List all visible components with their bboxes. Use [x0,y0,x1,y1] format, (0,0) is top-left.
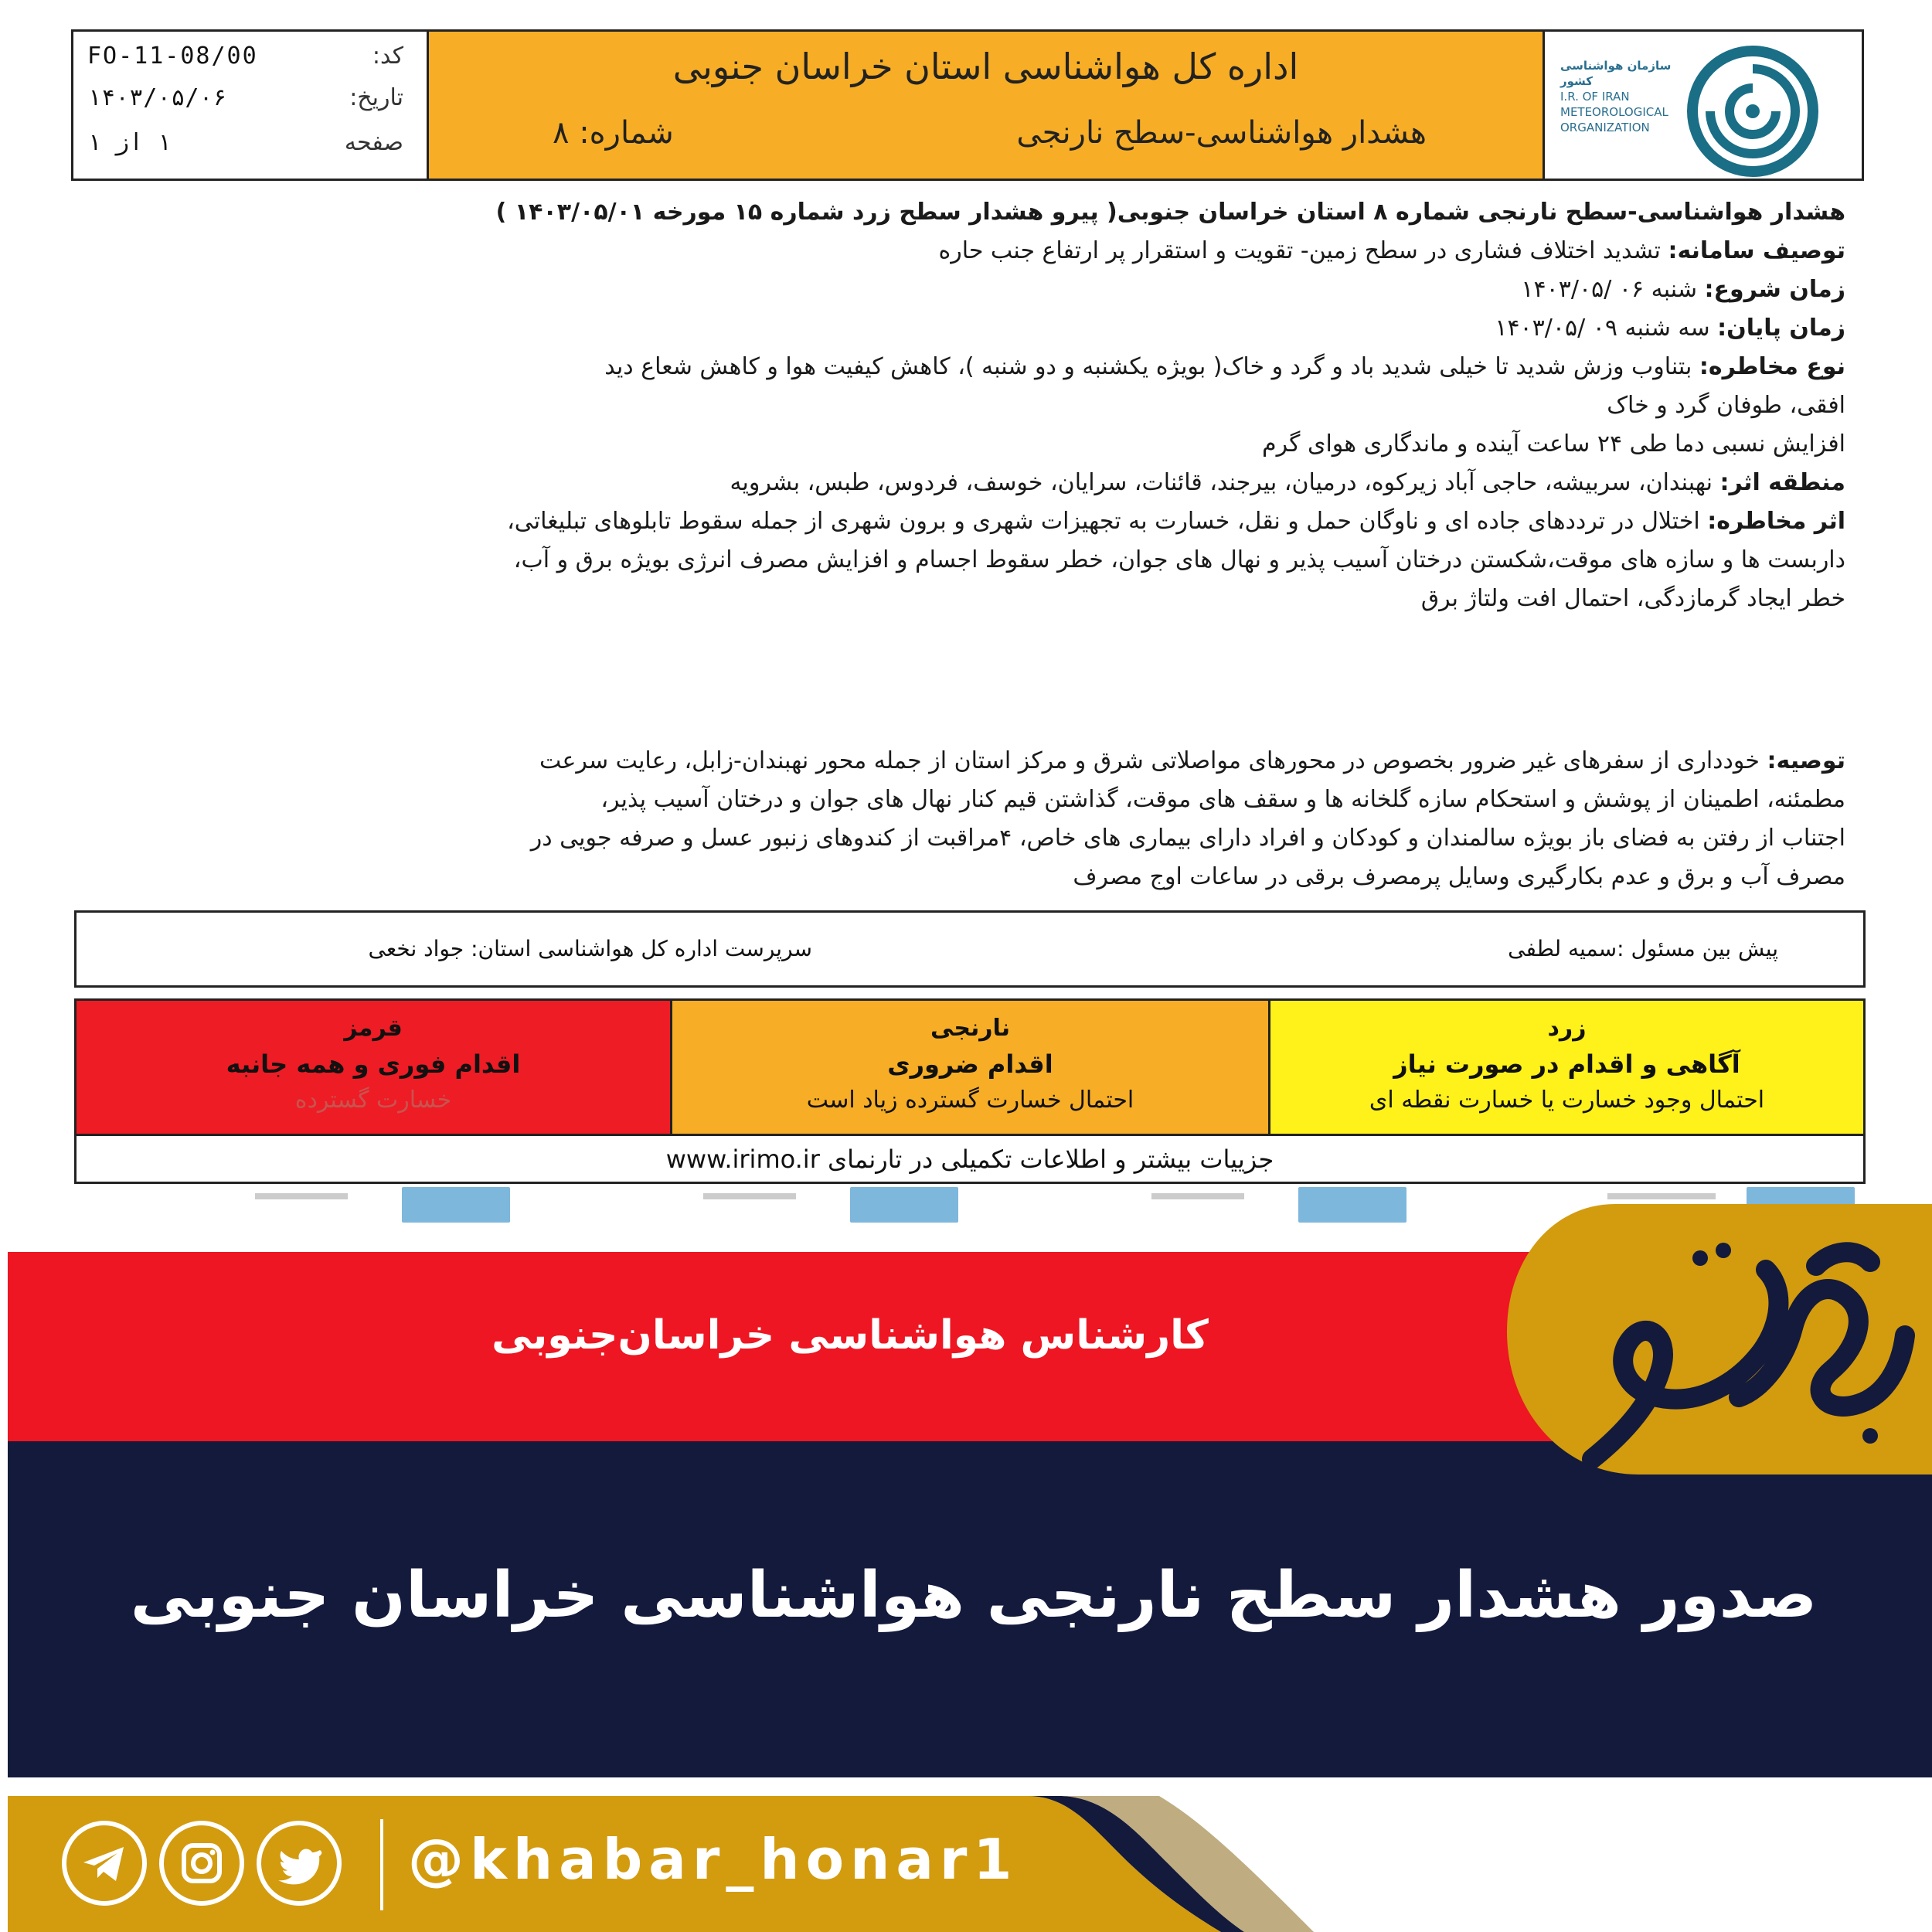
date-label: تاریخ: [349,84,403,111]
banner-subtitle: کارشناس هواشناسی خراسان‌جنوبی [492,1312,1209,1359]
end-line [76,309,1845,348]
level-yellow-name: زرد [1547,1015,1587,1042]
stamp-text [703,1193,796,1199]
irimo-logo [1545,32,1862,179]
effect-text-2: داربست ها و سازه های موقت،شکستن درختان آسیب پذیر و نهال های جوان، خطر سقوط اجسام و افزایش مصرف انرژی بویژه برق و آب، [513,546,1845,573]
level-yellow-desc: احتمال وجود خسارت یا خسارت نقطه ای [1369,1087,1765,1114]
date-value: ۱۴۰۳/۰۵/۰۶ [87,84,227,111]
khabar-honar-logo [1507,1204,1932,1475]
social-handle[interactable]: @khabar_honar1 [408,1827,1019,1892]
page-value: ۱ از ۱ [87,129,172,156]
news-headline: صدور هشدار سطح نارنجی هواشناسی خراسان جنوبی [130,1559,1818,1632]
level-orange-desc: احتمال خسارت گسترده زیاد است [806,1087,1134,1114]
warning-number: شماره: ۸ [553,115,674,151]
system-line [76,232,1845,270]
system-value: تشدید اختلاف فشاری در سطح زمین- تقویت و استقرار پر ارتفاع جنب حاره [938,237,1661,264]
end-value: سه شنبه ۰۹ /۱۴۰۳/۰۵ [1495,315,1710,342]
stamp-logo [850,1187,958,1223]
start-value: شنبه ۰۶ /۱۴۰۳/۰۵ [1521,276,1697,303]
end-label: زمان پایان: [1717,315,1845,342]
director-name: سرپرست اداره کل هواشناسی استان: جواد نخعی [368,936,812,961]
area-label: منطقه اثر: [1719,469,1845,496]
rec-text-3: اجتناب از رفتن به فضای باز بویژه سالمندان و کودکان و افراد دارای بیماری های خاص، ۴مراقبت از کندوهای زنبور عسل و صرفه جویی در [530,825,1845,852]
rec-line-1 [76,742,1845,781]
level-orange [670,1001,1268,1134]
rec-text-2: مطمئنه، اطمینان از پوشش و استحکام سازه گلخانه ها و سقف های موقت، گذاشتن قیم کنار نهال های جوان و درختان آسیب پذیر، [600,786,1845,813]
document-header [71,29,1864,181]
warning-intro: هشدار هواشناسی-سطح نارنجی شماره ۸ استان خراسان جنوبی( پیرو هشدار سطح زرد شماره ۱۵ مورخه ۱۴۰۳/۰۵/۰۱ ) [495,199,1845,226]
effect-line [76,502,1845,541]
code-value: FO-11-08/00 [87,43,258,70]
social-footer [0,1777,1932,1932]
level-yellow-action: آگاهی و اقدام در صورت نیاز [1393,1049,1740,1079]
document-meta [73,32,429,179]
stamp-logo [402,1187,510,1223]
telegram-button[interactable] [62,1821,147,1906]
stamp-logo [1298,1187,1406,1223]
level-red-action: اقدام فوری و همه جانبه [226,1049,521,1079]
headline-panel [8,1441,1932,1777]
code-row [87,43,403,70]
forecaster-name: پیش بین مسئول :سمیه لطفی [1508,936,1778,961]
twitter-button[interactable] [257,1821,342,1906]
page-row [87,129,403,156]
hazard-line [76,348,1845,386]
stamp-text [1151,1193,1244,1199]
area-line [76,464,1845,502]
stamp-text [255,1193,348,1199]
org-name: سازمان هواشناسی کشور I.R. OF IRAN METEOROLOGICAL ORGANIZATION [1560,59,1672,134]
effect-text-1: اختلال در ترددهای جاده ای و ناوگان حمل و نقل، خسارت به تجهیزات شهری و برون شهری از جمله سقوط تابلوهای تبلیغاتی، [507,508,1700,535]
irimo-spiral-icon [1687,46,1818,177]
warning-body [76,193,1845,618]
date-row [87,84,403,111]
start-label: زمان شروع: [1704,276,1845,303]
system-label: توصیف سامانه: [1668,237,1845,264]
level-red [77,1001,670,1134]
recommendation [76,742,1845,896]
telegram-icon [66,1825,142,1901]
hazard-text-3: افزایش نسبی دما طی ۲۴ ساعت آینده و ماندگاری هوای گرم [1262,430,1845,457]
hazard-text-1: بتناوب وزش شدید تا خیلی شدید باد و گرد و خاک( بویژه یکشنبه و دو شنبه )، کاهش کیفیت هوا و کاهش شعاع دید [604,353,1692,380]
effect-label: اثر مخاطره: [1707,508,1845,535]
stamp-text [1607,1193,1716,1199]
footer-divider [380,1819,383,1910]
levels-footer-link[interactable]: جزییات بیشتر و اطلاعات تکمیلی در تارنمای www.irimo.ir [77,1134,1863,1182]
instagram-button[interactable] [159,1821,244,1906]
document-title: اداره کل هواشناسی استان خراسان جنوبی [672,46,1299,87]
document-subtitle: هشدار هواشناسی-سطح نارنجی [1016,115,1427,151]
start-line [76,270,1845,309]
twitter-icon [261,1825,337,1901]
page-label: صفحه [344,129,403,156]
rec-label: توصیه: [1767,747,1845,774]
effect-text-3: خطر ایجاد گرمازدگی، احتمال افت ولتاژ برق [1420,585,1845,612]
title-box [429,32,1545,179]
level-orange-name: نارنجی [930,1015,1011,1042]
signature-box [74,910,1866,988]
rec-text-1: خودداری از سفرهای غیر ضرور بخصوص در محورهای مواصلاتی شرق و مرکز استان از جمله محور نهبندان-زابل، رعایت سرعت [539,747,1760,774]
rec-text-4: مصرف آب و برق و عدم بکارگیری وسایل پرمصرف برقی در ساعات اوج مصرف [1073,863,1845,890]
code-label: کد: [372,43,403,70]
hazard-label: نوع مخاطره: [1699,353,1845,380]
area-value: نهبندان، سربیشه، حاجی آباد زیرکوه، درمیان، بیرجند، قائنات، سرایان، خوسف، فردوس، طبس، بشرویه [730,469,1713,496]
level-orange-action: اقدام ضروری [887,1049,1053,1079]
level-red-desc: خسارت گسترده [294,1087,452,1114]
level-yellow [1268,1001,1863,1134]
warning-levels-legend [74,998,1866,1184]
instagram-icon [164,1825,240,1901]
level-red-name: قرمز [344,1015,403,1042]
hazard-text-2: افقی، طوفان گرد و خاک [1607,392,1845,419]
